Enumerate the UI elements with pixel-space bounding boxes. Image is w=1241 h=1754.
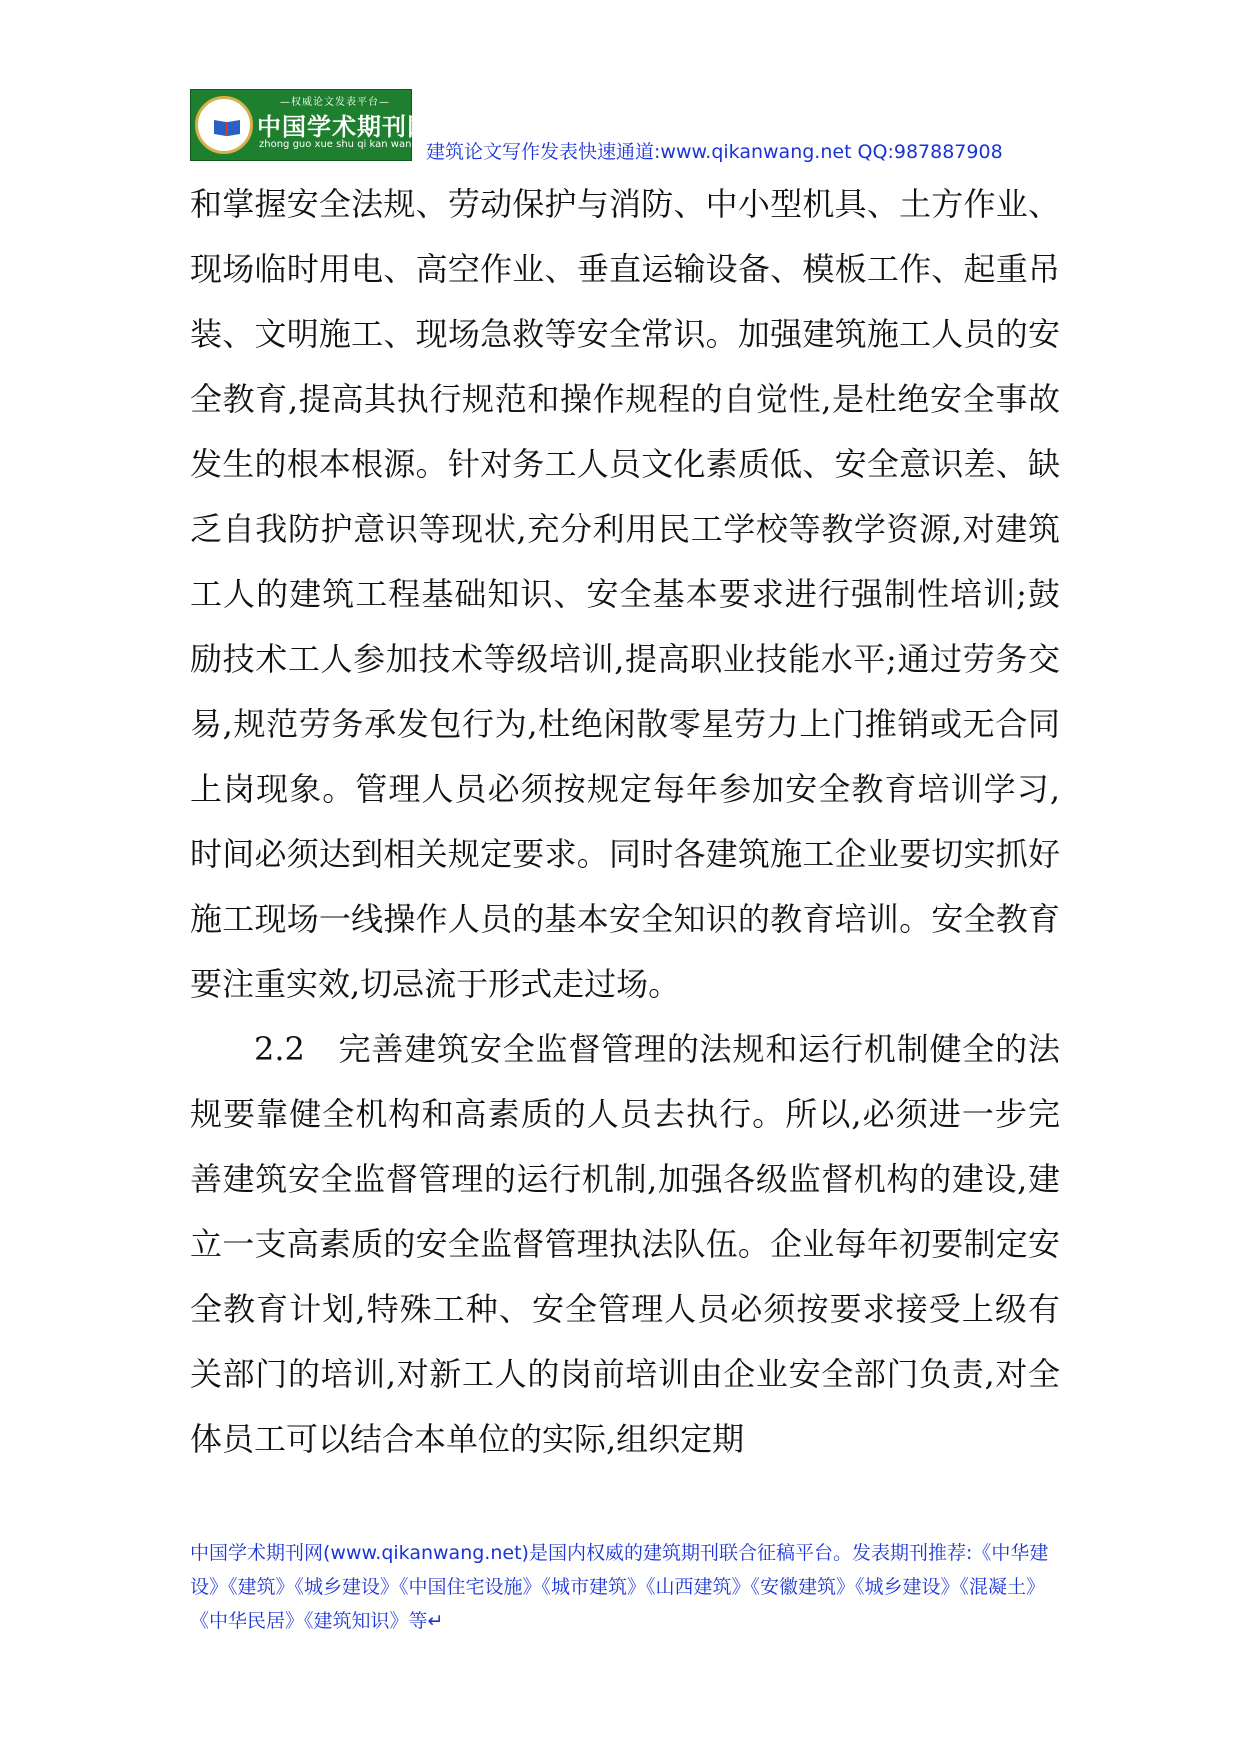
logo-emblem [195,96,253,154]
logo-pinyin: zhong guo xue shu qi kan wang [259,139,418,150]
book-icon [212,117,242,137]
body-paragraph-2: 2.2 完善建筑安全监督管理的法规和运行机制健全的法规要靠健全机构和高素质的人员去执行。所以,必须进一步完善建筑安全监督管理的运行机制,加强各级监督机构的建设,建立一支高素质的安全监督管理执法队伍。企业每年初要制定安全教育计划,特殊工种、安全管理人员必须按要求接受上级有关部门的培训,对新工人的岗前培训由企业安全部门负责,对全体员工可以结合本单位的实际,组织定期 [190,1030,1060,1458]
site-logo[interactable] [190,89,432,161]
header-submission-link[interactable]: 建筑论文写作发表快速通道:www.qikanwang.net QQ:987887908 [426,141,1003,163]
document-body [190,172,1060,1472]
logo-name: 中国学术期刊网 [257,113,432,141]
logo-tagline: —权威论文发表平台— [280,97,390,108]
page-footer: 中国学术期刊网(www.qikanwang.net)是国内权威的建筑期刊联合征稿平台。发表期刊推荐:《中华建设》《建筑》《城乡建设》《中国住宅设施》《城市建筑》《山西建筑》《安徽建筑》《城乡建设》《混凝土》《中华民居》《建筑知识》等↵ [190,1542,1049,1632]
body-paragraph-1: 和掌握安全法规、劳动保护与消防、中小型机具、土方作业、现场临时用电、高空作业、垂直运输设备、模板工作、起重吊装、文明施工、现场急救等安全常识。加强建筑施工人员的安全教育,提高其执行规范和操作规程的自觉性,是杜绝安全事故发生的根本根源。针对务工人员文化素质低、安全意识差、缺乏自我防护意识等现状,充分利用民工学校等教学资源,对建筑工人的建筑工程基础知识、安全基本要求进行强制性培训;鼓励技术工人参加技术等级培训,提高职业技能水平;通过劳务交易,规范劳务承发包行为,杜绝闲散零星劳力上门推销或无合同上岗现象。管理人员必须按规定每年参加安全教育培训学习,时间必须达到相关规定要求。同时各建筑施工企业要切实抓好施工现场一线操作人员的基本安全知识的教育培训。安全教育要注重实效,切忌流于形式走过场。 [190,185,1060,1003]
page-header [190,89,1060,161]
